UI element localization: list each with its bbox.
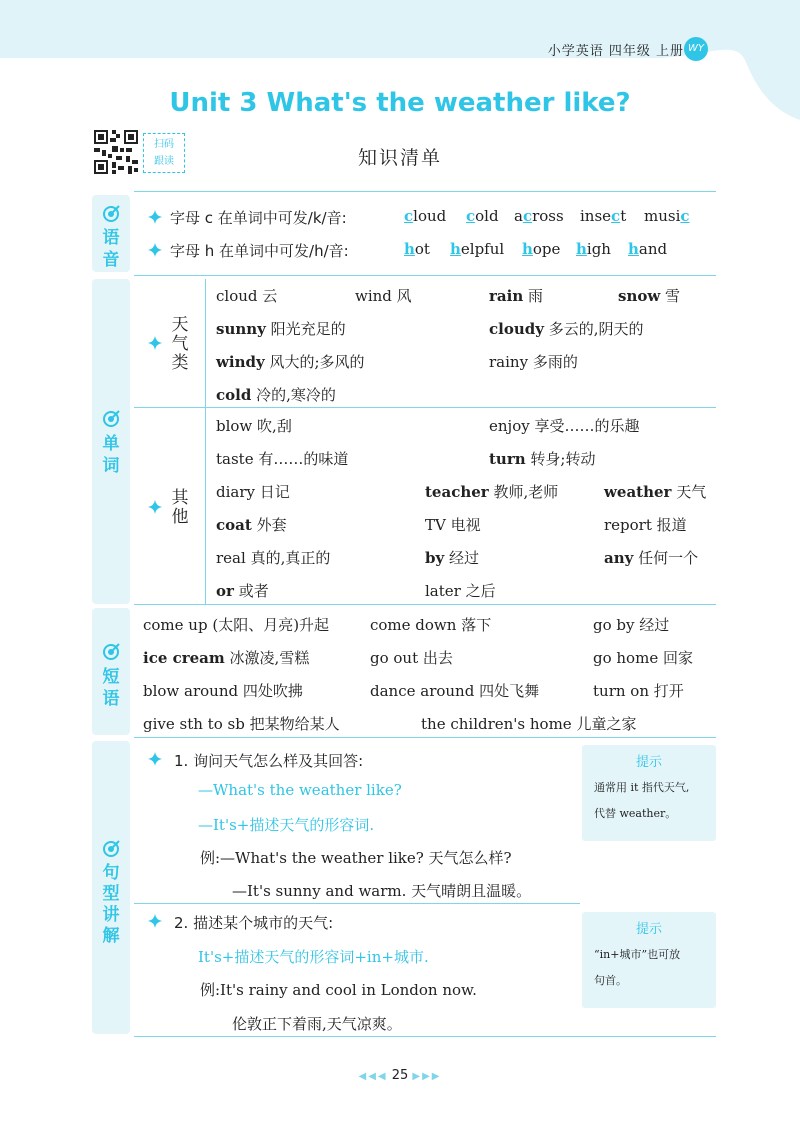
sidebar-phonics	[92, 195, 130, 272]
word-highlight: h	[404, 240, 415, 258]
word-item	[489, 285, 543, 306]
tip-title: 提示	[635, 922, 662, 937]
word-en: cloudy	[489, 320, 544, 338]
phonics-word	[466, 207, 499, 225]
word-item	[216, 318, 346, 339]
tip-line: 通常用 it 指代天气,	[594, 781, 690, 794]
word-highlight: c	[522, 207, 533, 225]
word-cn: 教师,老师	[488, 483, 559, 501]
word-en: taste	[216, 450, 254, 468]
word-prefix: inse	[580, 207, 612, 225]
word-cn: 四处飞舞	[474, 682, 540, 700]
word-cn: 阳光充足的	[265, 320, 346, 338]
word-suffix: ross	[532, 207, 564, 225]
word-item	[604, 514, 687, 535]
word-en: or	[216, 582, 234, 600]
divider	[205, 407, 716, 408]
word-highlight: c	[680, 207, 690, 225]
sentence-title-1: 1. 询问天气怎么样及其回答:	[174, 752, 364, 770]
sidebar-label-phonics: 语音	[102, 228, 120, 270]
tip-line: 代替 weather。	[594, 807, 677, 820]
word-cn: 风大的;多风的	[264, 353, 365, 371]
diamond-icon	[148, 500, 162, 514]
word-cn: 云	[257, 287, 278, 305]
word-en: weather	[604, 483, 672, 501]
word-en: come down	[370, 616, 457, 634]
word-en: teacher	[425, 483, 489, 501]
word-en: coat	[216, 516, 252, 534]
word-suffix: t	[620, 207, 627, 225]
word-cn: 日记	[255, 483, 290, 501]
word-cn: 把某物给某人	[244, 715, 340, 733]
phonics-word	[628, 240, 667, 258]
word-item	[355, 285, 412, 306]
scan-line-1: 扫码	[154, 139, 174, 150]
book-title: 小学英语 四年级 上册	[547, 44, 684, 59]
word-en: rainy	[489, 353, 529, 371]
word-en: later	[425, 582, 461, 600]
divider	[134, 604, 716, 605]
word-cn: 任何一个	[633, 549, 699, 567]
word-en: blow around	[143, 682, 239, 700]
word-item	[216, 285, 277, 306]
target-icon	[101, 839, 121, 859]
phonics-word	[404, 207, 446, 225]
word-en: TV	[425, 516, 446, 534]
word-cn: 冰激凌,雪糕	[224, 649, 310, 667]
word-cn: 四处吹拂	[238, 682, 303, 700]
word-suffix: ope	[532, 240, 561, 258]
pattern-line: —It's+描述天气的形容词.	[198, 816, 375, 834]
word-highlight: h	[628, 240, 639, 258]
word-cn: 吹,刮	[252, 417, 292, 435]
word-en: turn	[489, 450, 526, 468]
word-item	[143, 647, 309, 668]
divider	[134, 275, 716, 276]
sidebar-sentences	[92, 741, 130, 1034]
word-cn: 出去	[418, 649, 453, 667]
tip-box	[582, 745, 716, 841]
word-item	[370, 680, 539, 701]
example-line: 例:—What's the weather like? 天气怎么样?	[200, 849, 512, 867]
word-en: cold	[216, 386, 252, 404]
word-item	[370, 614, 491, 635]
word-highlight: c	[404, 207, 414, 225]
word-en: blow	[216, 417, 253, 435]
word-en: rain	[489, 287, 524, 305]
category-divider	[205, 279, 206, 604]
word-en: diary	[216, 483, 255, 501]
word-item	[216, 448, 348, 469]
sidebar-label-sentences: 句型讲解	[102, 863, 120, 946]
example-line: 例:It's rainy and cool in London now.	[200, 981, 477, 999]
pattern-line: It's+描述天气的形容词+in+城市.	[198, 948, 429, 966]
word-cn: 儿童之家	[571, 715, 637, 733]
word-item	[604, 547, 698, 568]
word-item	[593, 647, 693, 668]
word-cn: 天气	[671, 483, 707, 501]
diamond-icon	[148, 336, 162, 350]
phonics-word	[580, 207, 626, 225]
diamond-icon	[148, 210, 162, 224]
word-cn: 之后	[460, 582, 496, 600]
phonics-word	[644, 207, 690, 225]
word-item	[216, 547, 330, 568]
word-suffix: and	[638, 240, 668, 258]
word-prefix: musi	[644, 207, 681, 225]
word-en: dance around	[370, 682, 475, 700]
word-cn: 雨	[523, 287, 544, 305]
word-cn: 雪	[660, 287, 681, 305]
word-item	[618, 285, 680, 306]
word-cn: 回家	[658, 649, 693, 667]
sidebar-label-phrases: 短语	[102, 667, 120, 709]
word-en: sunny	[216, 320, 266, 338]
word-cn: 转身;转动	[525, 450, 596, 468]
word-cn: 冷的,寒冷的	[251, 386, 336, 404]
target-icon	[101, 409, 121, 429]
word-item	[593, 680, 684, 701]
sidebar-words	[92, 279, 130, 604]
phonics-word	[450, 240, 504, 258]
word-en: cloud	[216, 287, 258, 305]
word-en: ice cream	[143, 649, 225, 667]
word-suffix: old	[475, 207, 499, 225]
word-item	[216, 580, 269, 601]
word-item	[216, 351, 365, 372]
publisher-badge: WY	[684, 37, 708, 61]
word-cn: 多雨的	[528, 353, 578, 371]
word-cn: 外套	[251, 516, 287, 534]
category-weather: 天气类	[171, 315, 189, 373]
word-item	[489, 351, 578, 372]
word-cn: 经过	[444, 549, 479, 567]
phonics-word	[514, 207, 564, 225]
word-item	[489, 318, 644, 339]
word-cn: 或者	[233, 582, 269, 600]
word-cn: 真的,真正的	[245, 549, 331, 567]
word-en: snow	[618, 287, 661, 305]
word-suffix: elpful	[460, 240, 505, 258]
example-line: —It's sunny and warm. 天气晴朗且温暖。	[232, 882, 532, 900]
word-highlight: h	[450, 240, 461, 258]
word-en: by	[425, 549, 445, 567]
word-en: enjoy	[489, 417, 530, 435]
word-item	[143, 614, 329, 635]
tip-line: 句首。	[594, 974, 627, 987]
prev-arrows-icon: ◀◀◀	[358, 1071, 388, 1082]
word-item	[425, 481, 558, 502]
next-arrows-icon: ▶▶▶	[412, 1071, 442, 1082]
phonics-word	[522, 240, 560, 258]
word-cn: 享受……的乐趣	[529, 417, 640, 435]
diamond-icon	[148, 752, 162, 766]
word-item	[604, 481, 706, 502]
word-item	[216, 481, 290, 502]
word-item	[370, 647, 453, 668]
word-en: real	[216, 549, 246, 567]
target-icon	[101, 642, 121, 662]
scan-line-2: 跟读	[154, 156, 174, 167]
word-en: go out	[370, 649, 419, 667]
word-item	[143, 680, 303, 701]
word-item	[216, 415, 292, 436]
word-item	[143, 713, 340, 734]
word-highlight: h	[522, 240, 533, 258]
word-item	[489, 448, 595, 469]
word-cn: 经过	[634, 616, 670, 634]
unit-title: Unit 3 What's the weather like?	[169, 88, 631, 118]
word-item	[425, 514, 481, 535]
pattern-line: —What's the weather like?	[198, 781, 402, 799]
word-cn: 打开	[648, 682, 684, 700]
word-cn: 报道	[651, 516, 687, 534]
sidebar-phrases	[92, 608, 130, 735]
section-title: 知识清单	[357, 147, 442, 169]
word-en: turn on	[593, 682, 649, 700]
word-en: any	[604, 549, 634, 567]
word-en: report	[604, 516, 652, 534]
word-en: windy	[216, 353, 265, 371]
word-cn: 有……的味道	[253, 450, 349, 468]
word-cn: 落下	[456, 616, 492, 634]
word-prefix: a	[514, 207, 523, 225]
word-item	[593, 614, 669, 635]
diamond-icon	[148, 914, 162, 928]
diamond-icon	[148, 243, 162, 257]
tip-box	[582, 912, 716, 1008]
page-number: 25	[391, 1068, 409, 1083]
word-en: go by	[593, 616, 635, 634]
word-en: wind	[355, 287, 392, 305]
word-item	[489, 415, 639, 436]
word-item	[425, 547, 479, 568]
word-cn: 风	[391, 287, 412, 305]
word-en: go home	[593, 649, 659, 667]
word-en: give sth to sb	[143, 715, 245, 733]
word-highlight: c	[466, 207, 476, 225]
word-en: the children's home	[421, 715, 572, 733]
tip-title: 提示	[635, 755, 662, 770]
divider	[134, 737, 716, 738]
word-item	[216, 514, 287, 535]
target-icon	[101, 204, 121, 224]
tip-line: “in+城市”也可放	[594, 948, 681, 961]
word-item	[421, 713, 636, 734]
word-suffix: loud	[413, 207, 447, 225]
word-en: come up	[143, 616, 208, 634]
example-line: 伦敦正下着雨,天气凉爽。	[232, 1015, 402, 1033]
phonics-word	[576, 240, 611, 258]
word-suffix: igh	[586, 240, 611, 258]
word-cn: 多云的,阴天的	[543, 320, 644, 338]
divider	[134, 903, 580, 904]
word-suffix: ot	[414, 240, 430, 258]
word-item	[216, 384, 336, 405]
word-highlight: h	[576, 240, 587, 258]
word-cn: (太阳、月亮)升起	[207, 616, 330, 634]
sidebar-label-words: 单词	[102, 434, 120, 476]
word-item	[425, 580, 496, 601]
phonics-word	[404, 240, 430, 258]
divider	[134, 191, 716, 192]
word-cn: 电视	[445, 516, 481, 534]
page-footer	[0, 1068, 800, 1083]
word-highlight: c	[611, 207, 621, 225]
phonics-rule-h: 字母 h 在单词中可发/h/音:	[170, 242, 349, 260]
sentence-title-2: 2. 描述某个城市的天气:	[174, 914, 334, 932]
divider	[134, 1036, 716, 1037]
category-other: 其他	[171, 488, 189, 527]
phonics-rule-c: 字母 c 在单词中可发/k/音:	[170, 209, 347, 227]
